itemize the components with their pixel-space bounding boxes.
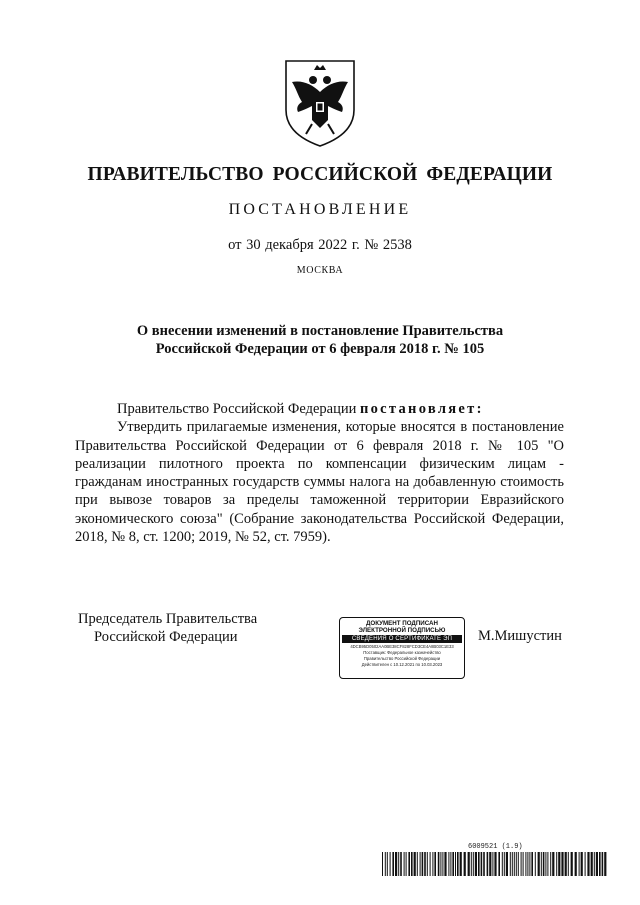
stamp-issuer: Поставщик: Федеральное казначейство: [363, 650, 441, 655]
document-type: ПОСТАНОВЛЕНИЕ: [228, 201, 412, 218]
stamp-title: ДОКУМЕНТ ПОДПИСАН: [366, 620, 438, 627]
chairman-title-line: Председатель Правительства: [78, 611, 258, 627]
chairman-title-line: Российской Федерации: [94, 629, 238, 645]
government-title: ПРАВИТЕЛЬСТВО РОССИЙСКОЙ ФЕДЕРАЦИИ: [87, 164, 553, 185]
subject-line: Российской Федерации от 6 февраля 2018 г. № 105: [155, 341, 485, 357]
resolution-lead: [75, 400, 564, 418]
coat-of-arms-emblem: [282, 58, 358, 148]
resolves-keyword: постановляет:: [359, 401, 484, 417]
barcode: [382, 852, 608, 876]
resolution-text: Утвердить прилагаемые изменения, которые вносятся в постановление Правительства Российской Федерации от 6 февраля 2018 г. № 105 "О реализации пилотного проекта по компенсации физическим лицам - гражданам иностранных государств суммы налога на добавленную стоимость при вывозе товаров за пределы таможенной территории Евразийского экономического союза" (Собрание законодательства Российской Федерации, 2018, № 8, ст. 1200; 2019, № 52, ст. 7959).: [75, 419, 564, 546]
electronic-signature-stamp: [339, 617, 465, 679]
chairman-title: [78, 610, 298, 646]
document-city: МОСКВА: [296, 265, 344, 276]
document-subject: [80, 322, 560, 358]
stamp-title: ЭЛЕКТРОННОЙ ПОДПИСЬЮ: [358, 627, 446, 634]
subject-line: О внесении изменений в постановление Правительства: [136, 323, 504, 339]
document-body: [75, 400, 564, 546]
lead-text: Правительство Российской Федерации: [117, 401, 357, 417]
stamp-validity: Действителен с 10.12.2021 по 10.03.2023: [361, 662, 443, 667]
document-date-number: от 30 декабря 2022 г. № 2538: [228, 237, 412, 253]
signer-name: М.Мишустин: [478, 628, 562, 644]
barcode-number: 6009521 (1.9): [468, 843, 523, 851]
stamp-certificate-bar: СВЕДЕНИЯ О СЕРТИФИКАТЕ ЭП: [342, 635, 462, 643]
stamp-owner: Правительство Российской Федерации: [363, 656, 441, 661]
stamp-cert-id: 4DCB95D0502AA0BE38CF828FCD3CE4A8B03C1E33: [350, 644, 454, 649]
